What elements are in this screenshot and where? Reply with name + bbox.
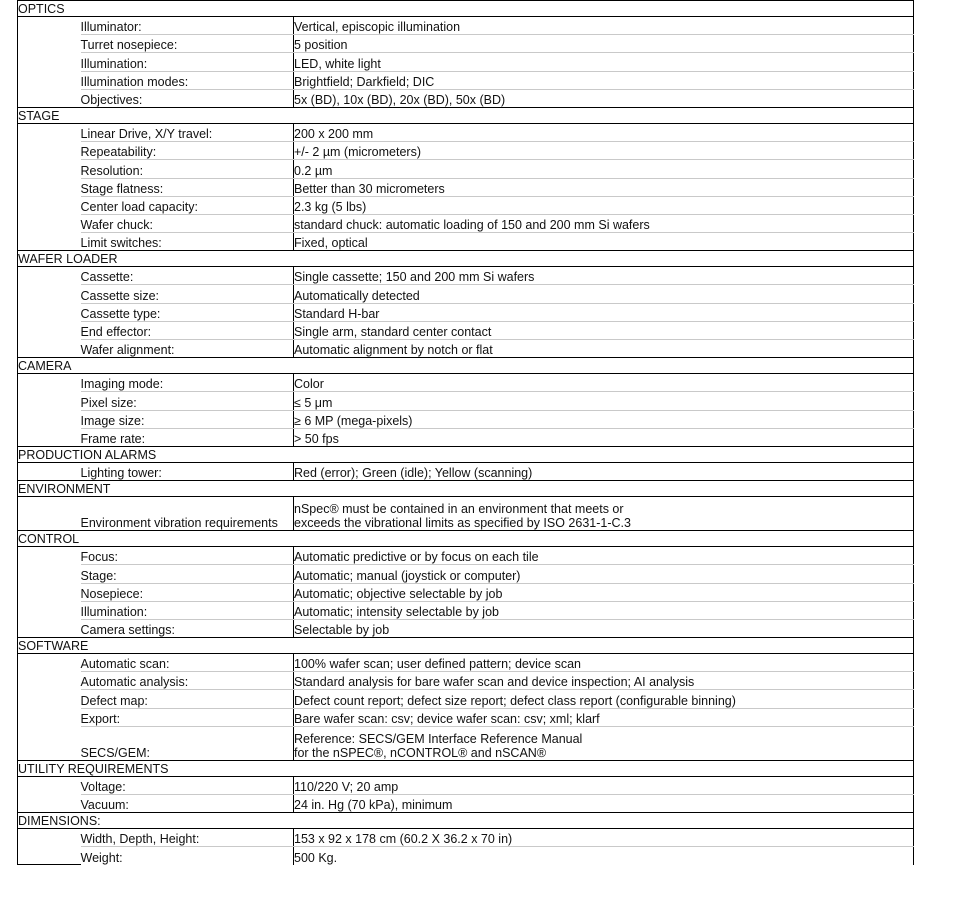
spec-row [18, 690, 914, 708]
spec-row [18, 178, 914, 196]
indent-cell [18, 35, 81, 53]
indent-cell [18, 392, 81, 410]
spec-label: Image size: [81, 410, 294, 428]
indent-cell [18, 233, 81, 251]
spec-value [294, 583, 914, 601]
spec-value-line-1: Standard analysis for bare wafer scan and device inspection; AI analysis [294, 675, 695, 690]
spec-row [18, 497, 914, 531]
indent-cell [18, 847, 81, 865]
spec-value-line-1: Better than 30 micrometers [294, 181, 445, 196]
specifications-body [18, 1, 914, 865]
spec-label: Pixel size: [81, 392, 294, 410]
spec-value-line-1: Fixed, optical [294, 236, 368, 251]
spec-label: Defect map: [81, 690, 294, 708]
section-title: DIMENSIONS: [18, 813, 914, 829]
spec-label: SECS/GEM: [81, 726, 294, 760]
spec-row [18, 267, 914, 285]
spec-value [294, 214, 914, 232]
section-title: CONTROL [18, 531, 914, 547]
indent-cell [18, 178, 81, 196]
spec-value-line-1: Standard H-bar [294, 306, 380, 321]
spec-label: Width, Depth, Height: [81, 829, 294, 847]
indent-cell [18, 428, 81, 446]
spec-row [18, 303, 914, 321]
section-header-row [18, 358, 914, 374]
section-header-row [18, 760, 914, 776]
spec-value-line-1: Automatic; objective selectable by job [294, 586, 503, 601]
spec-label: Illuminator: [81, 17, 294, 35]
spec-row [18, 776, 914, 794]
spec-value [294, 160, 914, 178]
spec-row [18, 847, 914, 865]
indent-cell [18, 142, 81, 160]
spec-label: Vacuum: [81, 795, 294, 813]
spec-row [18, 428, 914, 446]
spec-label: Center load capacity: [81, 196, 294, 214]
spec-label: Environment vibration requirements [81, 497, 294, 531]
spec-row [18, 547, 914, 565]
specifications-table [17, 0, 914, 865]
spec-row [18, 35, 914, 53]
spec-value-line-1: Automatic; intensity selectable by job [294, 604, 499, 619]
spec-value [294, 829, 914, 847]
spec-value-line-1: ≤ 5 μm [294, 395, 333, 410]
spec-row [18, 708, 914, 726]
spec-value [294, 654, 914, 672]
spec-value [294, 374, 914, 392]
indent-cell [18, 619, 81, 637]
spec-value [294, 53, 914, 71]
spec-label: Imaging mode: [81, 374, 294, 392]
spec-value [294, 726, 914, 760]
spec-row [18, 71, 914, 89]
spec-label: Repeatability: [81, 142, 294, 160]
spec-label: Automatic analysis: [81, 672, 294, 690]
spec-value [294, 497, 914, 531]
spec-value [294, 410, 914, 428]
indent-cell [18, 547, 81, 565]
section-header-row [18, 251, 914, 267]
spec-value-line-1: Single arm, standard center contact [294, 325, 492, 339]
spec-row [18, 462, 914, 480]
section-header-row [18, 813, 914, 829]
spec-label: Wafer alignment: [81, 340, 294, 358]
spec-value-line-1: Reference: SECS/GEM Interface Reference Manual [294, 731, 583, 746]
indent-cell [18, 726, 81, 760]
spec-value-line-2: exceeds the vibrational limits as specified by ISO 2631-1-C.3 [294, 516, 631, 531]
spec-value [294, 17, 914, 35]
spec-value-line-1: LED, white light [294, 56, 381, 71]
spec-value [294, 35, 914, 53]
spec-row [18, 285, 914, 303]
spec-value [294, 142, 914, 160]
indent-cell [18, 285, 81, 303]
spec-value [294, 462, 914, 480]
spec-value [294, 547, 914, 565]
indent-cell [18, 89, 81, 107]
spec-value [294, 795, 914, 813]
spec-label: Illumination: [81, 601, 294, 619]
spec-row [18, 214, 914, 232]
spec-value-line-1: ≥ 6 MP (mega-pixels) [294, 413, 413, 428]
spec-label: Weight: [81, 847, 294, 865]
spec-value [294, 776, 914, 794]
spec-value [294, 565, 914, 583]
section-title: UTILITY REQUIREMENTS [18, 760, 914, 776]
spec-row [18, 340, 914, 358]
spec-row [18, 233, 914, 251]
spec-value-line-1: 100% wafer scan; user defined pattern; device scan [294, 657, 581, 672]
spec-value [294, 123, 914, 141]
section-title: CAMERA [18, 358, 914, 374]
spec-value-line-1: 110/220 V; 20 amp [294, 780, 399, 794]
indent-cell [18, 654, 81, 672]
spec-label: Frame rate: [81, 428, 294, 446]
indent-cell [18, 303, 81, 321]
spec-row [18, 160, 914, 178]
spec-label: Stage flatness: [81, 178, 294, 196]
spec-row [18, 321, 914, 339]
indent-cell [18, 410, 81, 428]
spec-label: Cassette size: [81, 285, 294, 303]
spec-row [18, 17, 914, 35]
spec-label: Illumination modes: [81, 71, 294, 89]
spec-label: Lighting tower: [81, 462, 294, 480]
spec-row [18, 619, 914, 637]
spec-label: Limit switches: [81, 233, 294, 251]
spec-value [294, 690, 914, 708]
spec-label: Turret nosepiece: [81, 35, 294, 53]
spec-row [18, 829, 914, 847]
spec-value-line-1: Single cassette; 150 and 200 mm Si wafers [294, 270, 535, 285]
spec-label: Nosepiece: [81, 583, 294, 601]
spec-value-line-1: Bare wafer scan: csv; device wafer scan: csv; xml; klarf [294, 711, 600, 726]
spec-value-line-1: Selectable by job [294, 623, 390, 638]
spec-value-line-1: Automatic; manual (joystick or computer) [294, 568, 521, 583]
spec-value-line-1: 153 x 92 x 178 cm (60.2 X 36.2 x 70 in) [294, 832, 513, 847]
section-header-row [18, 1, 914, 17]
spec-row [18, 53, 914, 71]
spec-label: Automatic scan: [81, 654, 294, 672]
spec-label: Resolution: [81, 160, 294, 178]
spec-value-line-2: for the nSPEC®, nCONTROL® and nSCAN® [294, 745, 547, 760]
indent-cell [18, 123, 81, 141]
spec-value-line-1: Red (error); Green (idle); Yellow (scanning) [294, 466, 533, 481]
spec-value [294, 392, 914, 410]
indent-cell [18, 17, 81, 35]
spec-value [294, 672, 914, 690]
spec-label: Voltage: [81, 776, 294, 794]
spec-row [18, 565, 914, 583]
spec-value-line-1: nSpec® must be contained in an environment that meets or [294, 502, 624, 517]
spec-label: Camera settings: [81, 619, 294, 637]
section-title: PRODUCTION ALARMS [18, 446, 914, 462]
indent-cell [18, 462, 81, 480]
indent-cell [18, 160, 81, 178]
indent-cell [18, 601, 81, 619]
spec-value-line-1: +/- 2 µm (micrometers) [294, 145, 422, 160]
section-title: ENVIRONMENT [18, 481, 914, 497]
indent-cell [18, 776, 81, 794]
indent-cell [18, 583, 81, 601]
spec-value-line-1: 5x (BD), 10x (BD), 20x (BD), 50x (BD) [294, 92, 506, 107]
spec-label: End effector: [81, 321, 294, 339]
spec-label: Export: [81, 708, 294, 726]
spec-row [18, 410, 914, 428]
spec-row [18, 374, 914, 392]
spec-label: Objectives: [81, 89, 294, 107]
spec-value-line-1: 5 position [294, 38, 348, 53]
spec-value [294, 847, 914, 865]
spec-label: Cassette type: [81, 303, 294, 321]
spec-value [294, 321, 914, 339]
spec-row [18, 392, 914, 410]
spec-value-line-1: Defect count report; defect size report; defect class report (configurable binning) [294, 693, 736, 708]
spec-value [294, 340, 914, 358]
indent-cell [18, 321, 81, 339]
spec-value-line-1: 200 x 200 mm [294, 127, 374, 142]
spec-value-line-1: standard chuck: automatic loading of 150 and 200 mm Si wafers [294, 218, 650, 233]
spec-row [18, 795, 914, 813]
spec-row [18, 654, 914, 672]
spec-value [294, 178, 914, 196]
spec-row [18, 142, 914, 160]
indent-cell [18, 340, 81, 358]
spec-row [18, 672, 914, 690]
section-title: SOFTWARE [18, 638, 914, 654]
section-header-row [18, 638, 914, 654]
spec-value [294, 71, 914, 89]
section-title: WAFER LOADER [18, 251, 914, 267]
spec-value-line-1: Automatic alignment by notch or flat [294, 343, 493, 358]
spec-label: Stage: [81, 565, 294, 583]
indent-cell [18, 196, 81, 214]
indent-cell [18, 829, 81, 847]
spec-value [294, 196, 914, 214]
spec-row [18, 601, 914, 619]
spec-value [294, 428, 914, 446]
spec-row [18, 726, 914, 760]
section-header-row [18, 531, 914, 547]
spec-label: Cassette: [81, 267, 294, 285]
indent-cell [18, 214, 81, 232]
spec-value [294, 233, 914, 251]
section-title: OPTICS [18, 1, 914, 17]
spec-value-line-1: Vertical, episcopic illumination [294, 20, 461, 35]
section-header-row [18, 481, 914, 497]
spec-value-line-1: 24 in. Hg (70 kPa), minimum [294, 798, 453, 813]
spec-value-line-1: > 50 fps [294, 431, 339, 446]
spec-value-line-1: 500 Kg. [294, 850, 338, 865]
indent-cell [18, 565, 81, 583]
section-title: STAGE [18, 107, 914, 123]
spec-value-line-1: 0.2 µm [294, 163, 333, 178]
spec-value-line-1: Color [294, 377, 324, 392]
indent-cell [18, 690, 81, 708]
section-header-row [18, 446, 914, 462]
indent-cell [18, 708, 81, 726]
spec-value [294, 601, 914, 619]
spec-value [294, 285, 914, 303]
spec-value [294, 267, 914, 285]
spec-value [294, 89, 914, 107]
spec-value-line-1: Automatically detected [294, 288, 420, 303]
spec-value [294, 708, 914, 726]
indent-cell [18, 374, 81, 392]
spec-label: Linear Drive, X/Y travel: [81, 123, 294, 141]
spec-value [294, 619, 914, 637]
spec-row [18, 123, 914, 141]
spec-value-line-1: Brightfield; Darkfield; DIC [294, 74, 435, 89]
indent-cell [18, 53, 81, 71]
indent-cell [18, 497, 81, 531]
spec-value-line-1: 2.3 kg (5 lbs) [294, 199, 367, 214]
indent-cell [18, 267, 81, 285]
spec-label: Illumination: [81, 53, 294, 71]
indent-cell [18, 672, 81, 690]
spec-label: Focus: [81, 547, 294, 565]
spec-row [18, 89, 914, 107]
indent-cell [18, 71, 81, 89]
section-header-row [18, 107, 914, 123]
spec-row [18, 196, 914, 214]
spec-label: Wafer chuck: [81, 214, 294, 232]
indent-cell [18, 795, 81, 813]
spec-value-line-1: Automatic predictive or by focus on each tile [294, 550, 539, 565]
spec-value [294, 303, 914, 321]
spec-row [18, 583, 914, 601]
